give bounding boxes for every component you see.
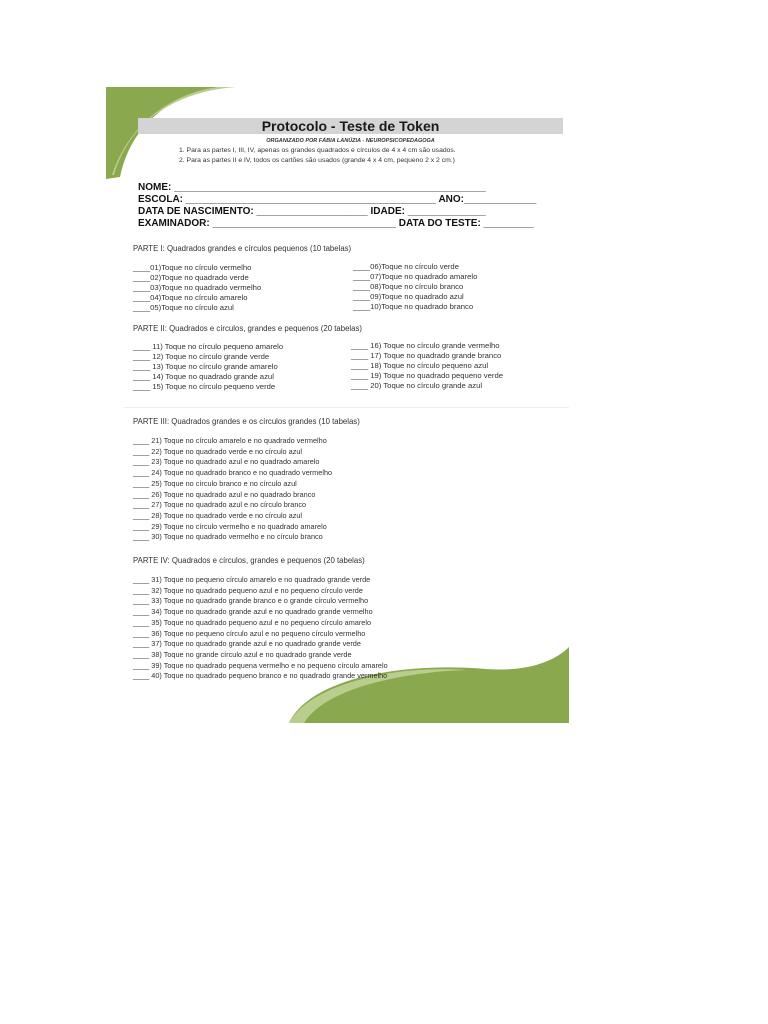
- part1-left-list: [133, 263, 261, 313]
- list-item: ____ 30) Toque no quadrado vermelho e no círculo branco: [133, 532, 323, 542]
- list-item: ____ 20) Toque no círculo grande azul: [351, 381, 483, 390]
- list-item: ____ 28) Toque no quadrado verde e no círculo azul: [133, 510, 303, 520]
- list-item: ____ 33) Toque no quadrado grande branco e o grande círculo vermelho: [133, 596, 369, 606]
- part3-title: PARTE III: Quadrados grandes e os círculos grandes (10 tabelas): [133, 417, 360, 426]
- list-item: ____03)Toque no quadrado vermelho: [133, 283, 262, 292]
- list-item: ____ 19) Toque no quadrado pequeno verde: [351, 371, 504, 380]
- list-item: ____ 27) Toque no quadrado azul e no círculo branco: [133, 500, 307, 510]
- list-item: ____ 31) Toque no pequeno círculo amarelo e no quadrado grande verde: [133, 575, 371, 584]
- list-item: ____ 11) Toque no círculo pequeno amarelo: [133, 342, 284, 351]
- field-examinador-data[interactable]: EXAMINADOR: _________________________________ DATA DO TESTE: _________: [138, 218, 534, 229]
- list-item: ____ 24) Toque no quadrado branco e no quadrado vermelho: [133, 468, 333, 478]
- divider: [124, 407, 569, 408]
- page-title: Protocolo - Teste de Token: [261, 118, 440, 134]
- list-item: ____08)Toque no círculo branco: [353, 282, 464, 291]
- page-subtitle: ORGANIZADO POR FÁBIA LANÚZIA - NEUROPSICOPEDAGOGA: [266, 138, 435, 144]
- list-item: ____10)Toque no quadrado branco: [353, 302, 474, 311]
- list-item: ____ 23) Toque no quadrado azul e no quadrado amarelo: [133, 457, 320, 467]
- list-item: ____ 26) Toque no quadrado azul e no quadrado branco: [133, 489, 316, 499]
- list-item: ____01)Toque no círculo vermelho: [133, 263, 252, 272]
- list-item: ____ 16) Toque no círculo grande vermelho: [351, 341, 500, 350]
- note-item: 1. Para as partes I, III, IV, apenas os grandes quadrados e círculos de 4 x 4 cm são usados.: [179, 147, 456, 154]
- part1-right-list: [353, 262, 477, 312]
- part3-list: [133, 436, 332, 543]
- part4-list: [133, 575, 388, 682]
- list-item: ____04)Toque no círculo amarelo: [133, 293, 248, 302]
- list-item: ____09)Toque no quadrado azul: [353, 292, 464, 301]
- list-item: ____ 15) Toque no círculo pequeno verde: [133, 382, 276, 391]
- list-item: ____ 34) Toque no quadrado grande azul e no quadrado grande vermelho: [133, 607, 373, 617]
- list-item: ____ 12) Toque no círculo grande verde: [133, 352, 270, 361]
- list-item: ____ 36) Toque no pequeno círculo azul e no pequeno círculo vermelho: [133, 628, 366, 638]
- list-item: ____ 13) Toque no círculo grande amarelo: [133, 362, 278, 371]
- list-item: ____ 18) Toque no círculo pequeno azul: [351, 361, 489, 370]
- list-item: ____ 35) Toque no quadrado pequeno azul e no pequeno círculo amarelo: [133, 617, 372, 627]
- part2-title: PARTE II: Quadrados e círculos, grandes e pequenos (20 tabelas): [133, 324, 362, 333]
- field-nome[interactable]: NOME: ________________________________________________________: [138, 182, 486, 193]
- field-escola-ano[interactable]: ESCOLA: _____________________________________________ ANO:_____________: [138, 194, 537, 205]
- list-item: ____05)Toque no círculo azul: [133, 303, 234, 312]
- usage-notes: [179, 146, 456, 166]
- list-item: ____ 37) Toque no quadrado grande azul e no quadrado grande verde: [133, 639, 361, 649]
- part2-left-list: [133, 342, 283, 392]
- list-item: ____07)Toque no quadrado amarelo: [353, 272, 478, 281]
- part2-right-list: [351, 341, 503, 391]
- list-item: ____06)Toque no círculo verde: [353, 262, 459, 271]
- list-item: ____ 21) Toque no círculo amarelo e no quadrado vermelho: [133, 436, 327, 445]
- note-item: 2. Para as partes II e IV, todos os cartões são usados (grande 4 x 4 cm, pequeno 2 x 2 cm.): [179, 157, 455, 164]
- list-item: ____ 25) Toque no círculo branco e no círculo azul: [133, 478, 297, 488]
- list-item: ____ 40) Toque no quadrado pequeno branco e no quadrado grande vermelho: [133, 671, 388, 681]
- document-page: [106, 87, 569, 723]
- part4-title: PARTE IV: Quadrados e círculos, grandes e pequenos (20 tabelas): [133, 556, 365, 565]
- list-item: ____ 38) Toque no grande círculo azul e no quadrado grande verde: [133, 649, 352, 659]
- list-item: ____ 32) Toque no quadrado pequeno azul e no pequeno círculo verde: [133, 585, 363, 595]
- part1-title: PARTE I: Quadrados grandes e círculos pequenos (10 tabelas): [133, 244, 352, 253]
- list-item: ____ 17) Toque no quadrado grande branco: [351, 351, 502, 360]
- field-nascimento-idade[interactable]: DATA DE NASCIMENTO: ____________________ IDADE: ______________: [138, 206, 486, 217]
- list-item: ____ 29) Toque no círculo vermelho e no quadrado amarelo: [133, 521, 327, 531]
- list-item: ____02)Toque no quadrado verde: [133, 273, 249, 282]
- list-item: ____ 22) Toque no quadrado verde e no círculo azul: [133, 446, 303, 456]
- list-item: ____ 39) Toque no quadrado pequena vermelho e no pequeno círculo amarelo: [133, 660, 388, 670]
- list-item: ____ 14) Toque no quadrado grande azul: [133, 372, 274, 381]
